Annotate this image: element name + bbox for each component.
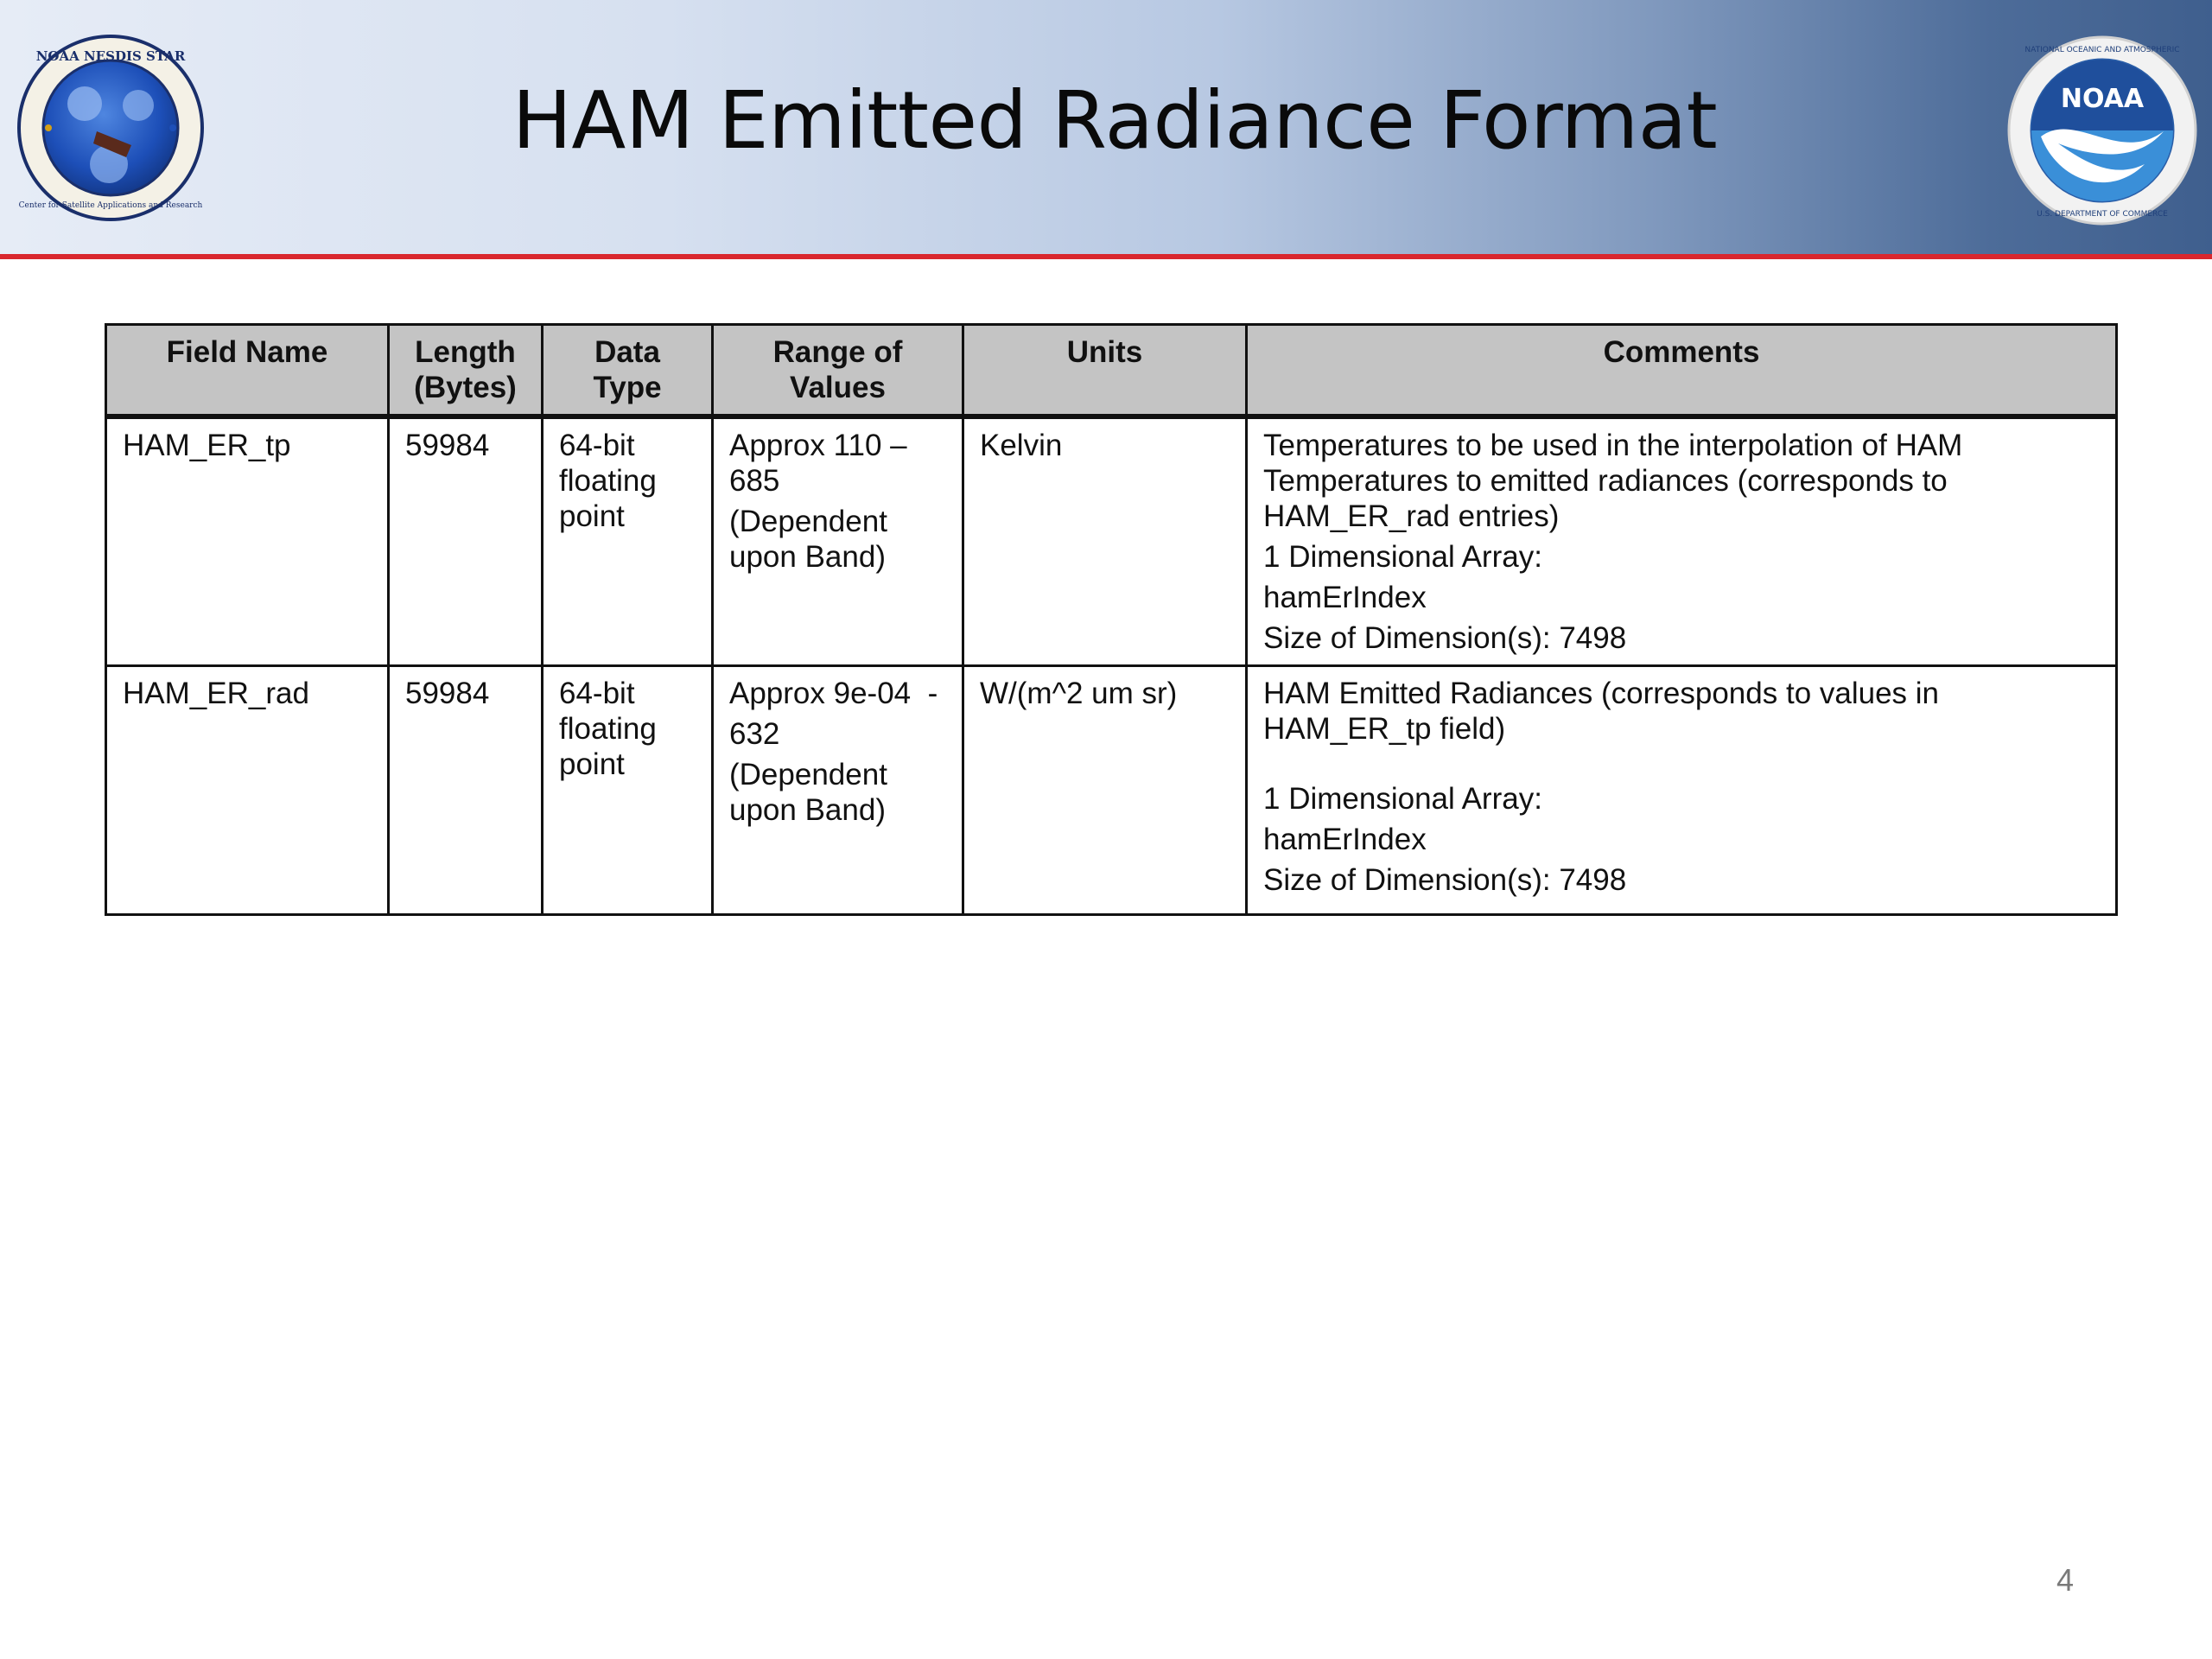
noaa-logo-icon [2006,35,2198,226]
cell-range: Approx 110 – 685 (Dependent upon Band) [713,416,963,666]
svg-text:NOAA: NOAA [2060,84,2145,114]
cell-length: 59984 [389,416,543,666]
noaa-nesdis-star-logo-icon [17,35,204,221]
table-header-row [106,325,2117,417]
cell-data-type: 64-bit floating point [543,416,713,666]
header-length: Length (Bytes) [389,325,543,417]
radiance-format-table-wrapper [105,323,2115,916]
header-units: Units [963,325,1247,417]
table-row [106,666,2117,915]
table-row [106,416,2117,666]
header-range-of-values: Range of Values [713,325,963,417]
cell-length: 59984 [389,666,543,915]
header-accent-line [0,254,2212,259]
header-field-name: Field Name [106,325,389,417]
svg-text:NOAA NESDIS STAR: NOAA NESDIS STAR [35,48,186,64]
page-number: 4 [2056,1562,2075,1598]
svg-text:Center for Satellite Applicati: Center for Satellite Applications and Research [18,201,203,210]
cell-comments: HAM Emitted Radiances (corresponds to values in HAM_ER_tp field) 1 Dimensional Array: hamErIndex Size of Dimension(s): 7498 [1247,666,2117,915]
slide-title: HAM Emitted Radiance Format [512,74,1718,167]
cell-units: Kelvin [963,416,1247,666]
svg-text:U.S. DEPARTMENT OF COMMERCE: U.S. DEPARTMENT OF COMMERCE [2037,210,2168,219]
header-data-type: Data Type [543,325,713,417]
cell-field-name: HAM_ER_tp [106,416,389,666]
header-comments: Comments [1247,325,2117,417]
cell-units: W/(m^2 um sr) [963,666,1247,915]
cell-comments: Temperatures to be used in the interpolation of HAM Temperatures to emitted radiances (corresponds to HAM_ER_rad entries) 1 Dimensional Array: hamErIndex Size of Dimension(s): 7498 [1247,416,2117,666]
cell-data-type: 64-bit floating point [543,666,713,915]
cell-field-name: HAM_ER_rad [106,666,389,915]
cell-range: Approx 9e-04 - 632 (Dependent upon Band) [713,666,963,915]
svg-text:NATIONAL OCEANIC AND ATMOSPHER: NATIONAL OCEANIC AND ATMOSPHERIC [2024,46,2180,54]
radiance-format-table [105,323,2118,916]
